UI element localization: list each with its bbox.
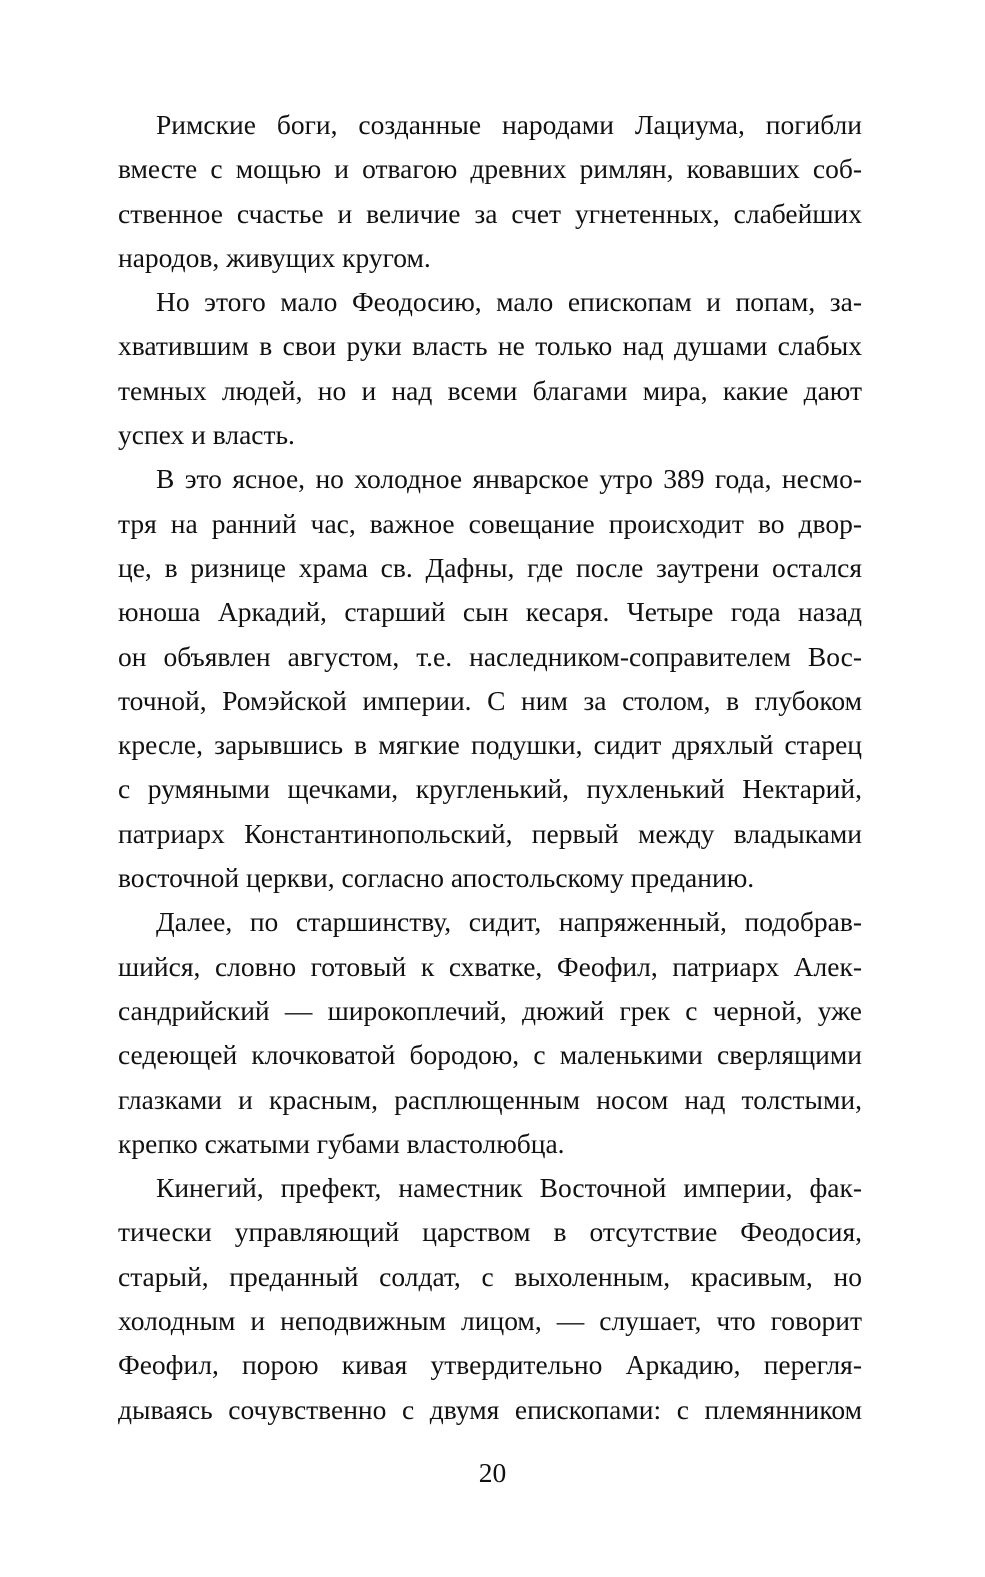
text-line: Феофил, порою кивая утвердительно Аркадию, перегля- <box>118 1349 862 1381</box>
text-line: сандрийский — широкоплечий, дюжий грек с черной, уже <box>118 994 862 1026</box>
text-line: точной, Ромэйской империи. С ним за столом, в глубоком <box>118 684 862 716</box>
text-line: с румяными щечками, кругленький, пухленький Нектарий, <box>118 773 862 805</box>
text-line: кресле, зарывшись в мягкие подушки, сидит дряхлый старец <box>118 729 862 761</box>
text-line: темных людей, но и над всеми благами мира, какие дают <box>118 374 862 406</box>
text-line: холодным и неподвижным лицом, — слушает, что говорит <box>118 1305 862 1337</box>
text-line: тря на ранний час, важное совещание происходит во двор- <box>118 507 862 539</box>
text-line: це, в ризнице храма св. Дафны, где после заутрени остался <box>118 551 862 583</box>
text-line: тически управляющий царством в отсутствие Феодосия, <box>118 1216 862 1248</box>
page-number: 20 <box>478 1457 507 1488</box>
text-line: шийся, словно готовый к схватке, Феофил, патриарх Алек- <box>118 950 862 982</box>
text-line: дываясь сочувственно с двумя епископами: с племянником <box>118 1393 862 1425</box>
text-line: В это ясное, но холодное январское утро 389 года, несмо- <box>156 463 862 495</box>
text-line: Далее, по старшинству, сидит, напряженный, подобрав- <box>156 906 862 938</box>
text-line: юноша Аркадий, старший сын кесаря. Четыре года назад <box>118 596 862 628</box>
text-line: Римские боги, созданные народами Лациума, погибли <box>156 109 862 140</box>
text-line: глазками и красным, расплющенным носом над толстыми, <box>118 1083 862 1115</box>
text-line: крепко сжатыми губами властолюбца. <box>118 1127 565 1159</box>
text-line: он объявлен августом, т.е. наследником-соправителем Вос- <box>118 640 862 672</box>
body-text <box>118 103 862 1432</box>
text-line: восточной церкви, согласно апостольскому преданию. <box>118 862 755 894</box>
text-line: седеющей клочковатой бородою, с маленькими сверлящими <box>118 1039 862 1071</box>
text-line: хватившим в свои руки власть не только над душами слабых <box>118 330 862 362</box>
text-line: патриарх Константинопольский, первый между владыками <box>118 817 862 849</box>
text-line: Но этого мало Феодосию, мало епископам и попам, за- <box>156 286 862 318</box>
text-line: ственное счастье и величие за счет угнетенных, слабейших <box>118 197 862 229</box>
text-line: успех и власть. <box>118 419 295 451</box>
text-line: Кинегий, префект, наместник Восточной империи, фак- <box>156 1172 862 1204</box>
text-line: народов, живущих кругом. <box>118 241 431 273</box>
text-line: старый, преданный солдат, с выхоленным, красивым, но <box>118 1260 862 1292</box>
text-line: вместе с мощью и отвагою древних римлян, ковавших соб- <box>118 153 862 185</box>
